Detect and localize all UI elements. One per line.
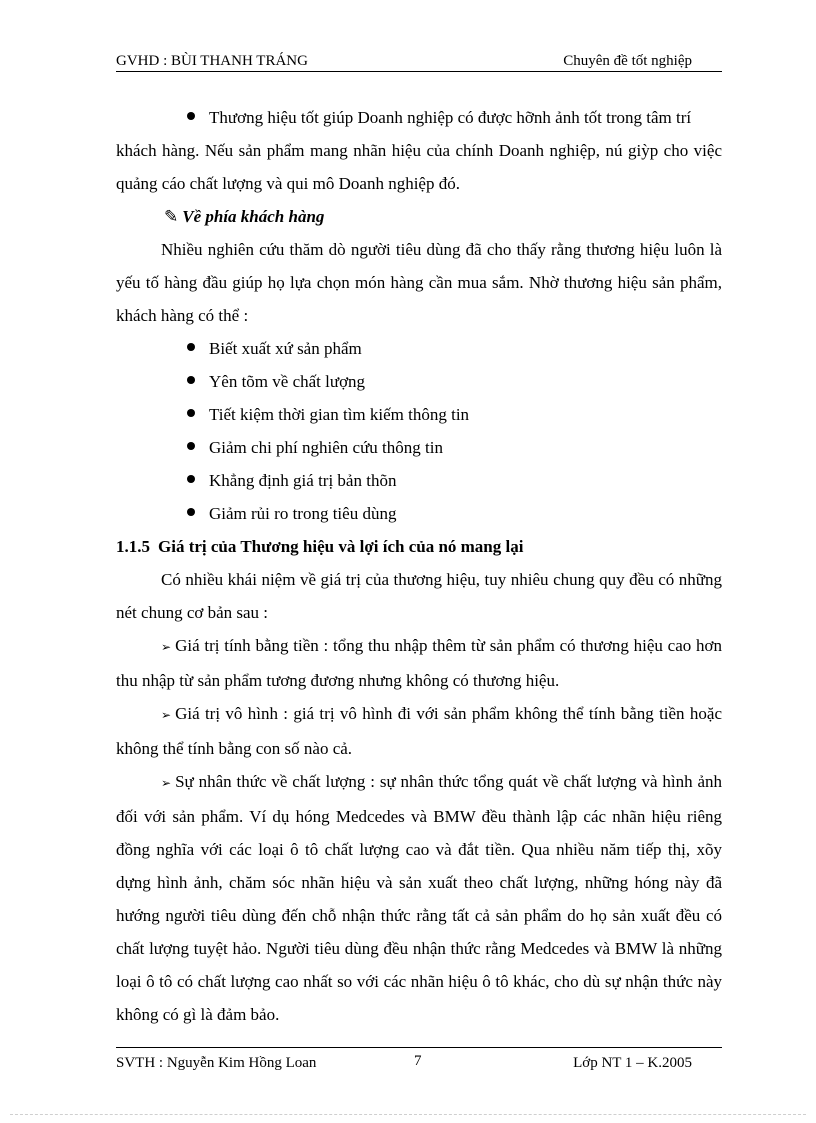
page-footer <box>116 1047 722 1074</box>
list-item-text: Giảm rủi ro trong tiêu dùng <box>209 504 397 523</box>
page-number: 7 <box>414 1053 422 1069</box>
list-item-text: Biết xuất xứ sản phẩm <box>209 339 362 358</box>
arrow-text: Giá trị vô hình : giá trị vô hình đi với sản phẩm không thể tính bằng tiền hoặc không thể tính bằng con số nào cả. <box>116 704 722 758</box>
bullet-icon <box>187 376 195 384</box>
list-item <box>116 497 722 530</box>
list-item <box>116 332 722 365</box>
subheading-text: Về phía khách hàng <box>182 207 325 226</box>
page-header <box>116 51 722 72</box>
arrow-text: Giá trị tính bằng tiền : tổng thu nhập thêm từ sản phẩm có thương hiệu cao hơn thu nhập từ sản phẩm tương đương nhưng không có thương hiệu. <box>116 636 722 690</box>
arrow-icon: ➢ <box>161 776 172 790</box>
bullet-icon <box>187 409 195 417</box>
header-doc-type: Chuyên đề tốt nghiệp <box>563 53 692 69</box>
section-number: 1.1.5 <box>116 537 150 556</box>
arrow-paragraph <box>116 629 722 697</box>
arrow-icon: ➢ <box>161 708 172 722</box>
footer-student: SVTH : Nguyễn Kim Hồng Loan <box>116 1055 317 1071</box>
bullet-icon <box>187 508 195 516</box>
page-break-line <box>10 1114 806 1115</box>
bullet-continuation: khách hàng. Nếu sản phẩm mang nhãn hiệu của chính Doanh nghiệp, nú giỳp cho việc quảng cáo chất lượng và qui mô Doanh nghiệp đó. <box>116 141 722 193</box>
benefit-list <box>116 332 722 530</box>
list-item <box>116 431 722 464</box>
bullet-icon <box>187 475 195 483</box>
bullet-icon <box>187 442 195 450</box>
section-heading <box>116 530 722 563</box>
subheading <box>116 200 722 233</box>
list-item-text: Yên tõm về chất lượng <box>209 372 366 391</box>
list-item <box>116 464 722 497</box>
list-item-text: Khẳng định giá trị bản thõn <box>209 471 397 490</box>
header-advisor: GVHD : BÙI THANH TRÁNG <box>116 53 308 69</box>
pencil-icon: ✎ <box>164 207 179 226</box>
list-item-text: Giảm chi phí nghiên cứu thông tin <box>209 438 443 457</box>
bullet-icon <box>187 112 195 120</box>
paragraph-intro: Nhiều nghiên cứu thăm dò người tiêu dùng đã cho thấy rằng thương hiệu luôn là yếu tố hàng đầu giúp họ lựa chọn món hàng cần mua sắm. Nhờ thương hiệu sản phẩm, khách hàng có thể : <box>116 240 722 325</box>
arrow-paragraph <box>116 765 722 1031</box>
page-body <box>116 101 722 1031</box>
paragraph-value-intro: Có nhiều khái niệm về giá trị của thương hiệu, tuy nhiêu chung quy đều có những nét chung cơ bản sau : <box>116 570 722 622</box>
bullet-icon <box>187 343 195 351</box>
list-item-text: Tiết kiệm thời gian tìm kiếm thông tin <box>209 405 470 424</box>
bullet-paragraph <box>116 101 722 134</box>
list-item <box>116 365 722 398</box>
arrow-text: Sự nhân thức về chất lượng : sự nhân thức tổng quát về chất lượng và hình ảnh đối với sản phẩm. Ví dụ hóng Medcedes và BMW đều thành lập các nhãn hiệu riêng đồng nghĩa với các loại ô tô chất lượng cao và đắt tiền. Qua nhiều năm tiếp thị, xõy dựng hình ảnh, chăm sóc nhãn hiệu và sản xuất theo chất lượng, những hóng này đã hướng người tiêu dùng đến chỗ nhận thức rằng tất cả sản phẩm do họ sản xuất đều có chất lượng tuyệt hảo. Người tiêu dùng đều nhận thức rằng Medcedes và BMW là những loại ô tô có chất lượng cao nhất so với các nhãn hiệu ô tô khác, cho dù sự nhận thức này không có gì là đảm bảo. <box>116 772 722 1024</box>
list-item <box>116 398 722 431</box>
bullet-text: Thương hiệu tốt giúp Doanh nghiệp có được hỡnh ảnh tốt trong tâm trí <box>209 108 692 127</box>
arrow-icon: ➢ <box>161 640 172 654</box>
section-title: Giá trị của Thương hiệu và lợi ích của nó mang lại <box>158 537 524 556</box>
arrow-paragraph <box>116 697 722 765</box>
footer-class: Lớp NT 1 – K.2005 <box>573 1055 692 1071</box>
